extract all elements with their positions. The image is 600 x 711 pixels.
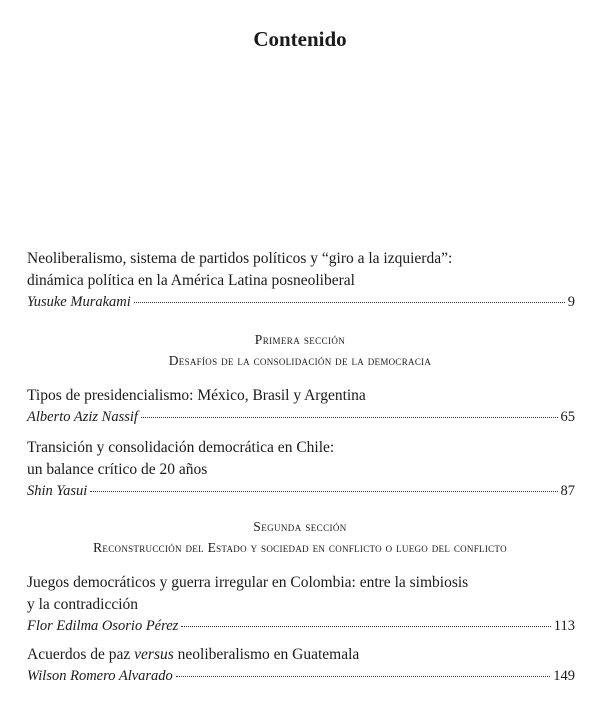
- entry-title-italic: versus: [134, 646, 174, 663]
- dot-leader: [181, 626, 550, 627]
- section-heading: [0, 518, 600, 557]
- entry-title-fragment: neoliberalismo en Guatemala: [173, 646, 360, 663]
- entry-page-number: 113: [553, 618, 575, 634]
- entry-page-number: 65: [560, 409, 575, 425]
- entry-title-line: dinámica política en la América Latina posneoliberal: [27, 272, 355, 289]
- entry-title-line: Transición y consolidación democrática en Chile:: [27, 439, 335, 456]
- toc-entry: [27, 385, 575, 427]
- entry-author: Flor Edilma Osorio Pérez: [27, 618, 179, 634]
- entry-author: Alberto Aziz Nassif: [27, 409, 138, 425]
- entry-title-line: Juegos democráticos y guerra irregular en Colombia: entre la simbiosis: [27, 574, 469, 591]
- entry-author: Yusuke Murakami: [27, 294, 131, 310]
- toc-entry: [27, 644, 575, 686]
- entry-author: Shin Yasui: [27, 483, 88, 499]
- entry-title-fragment: Acuerdos de paz: [27, 646, 135, 663]
- section-subtitle: Desafíos de la consolidación de la democracia: [168, 353, 432, 368]
- section-label: Primera sección: [254, 332, 346, 347]
- section-heading: [0, 331, 600, 370]
- section-subtitle: Reconstrucción del Estado y sociedad en conflicto o luego del conflicto: [93, 540, 507, 555]
- toc-entry: [27, 572, 575, 636]
- toc-entry: [27, 437, 575, 501]
- entry-page-number: 87: [560, 483, 575, 499]
- entry-title-line: [27, 644, 575, 666]
- entry-title-line: y la contradicción: [27, 596, 139, 613]
- entry-title-line: Neoliberalismo, sistema de partidos políticos y “giro a la izquierda”:: [27, 250, 453, 267]
- entry-author: Wilson Romero Alvarado: [27, 668, 173, 684]
- page-title: Contenido: [253, 27, 347, 51]
- dot-leader: [134, 302, 565, 303]
- entry-title-line: Tipos de presidencialismo: México, Brasil y Argentina: [27, 387, 366, 404]
- entry-page-number: 9: [567, 294, 575, 310]
- dot-leader: [90, 491, 557, 492]
- section-label: Segunda sección: [253, 519, 347, 534]
- author-line: [27, 292, 575, 312]
- author-line: [27, 407, 575, 427]
- entry-title-line: un balance crítico de 20 años: [27, 461, 208, 478]
- dot-leader: [176, 676, 550, 677]
- toc-entry: [27, 248, 575, 312]
- dot-leader: [141, 417, 558, 418]
- author-line: [27, 481, 575, 501]
- author-line: [27, 666, 575, 686]
- author-line: [27, 616, 575, 636]
- entry-page-number: 149: [553, 668, 575, 684]
